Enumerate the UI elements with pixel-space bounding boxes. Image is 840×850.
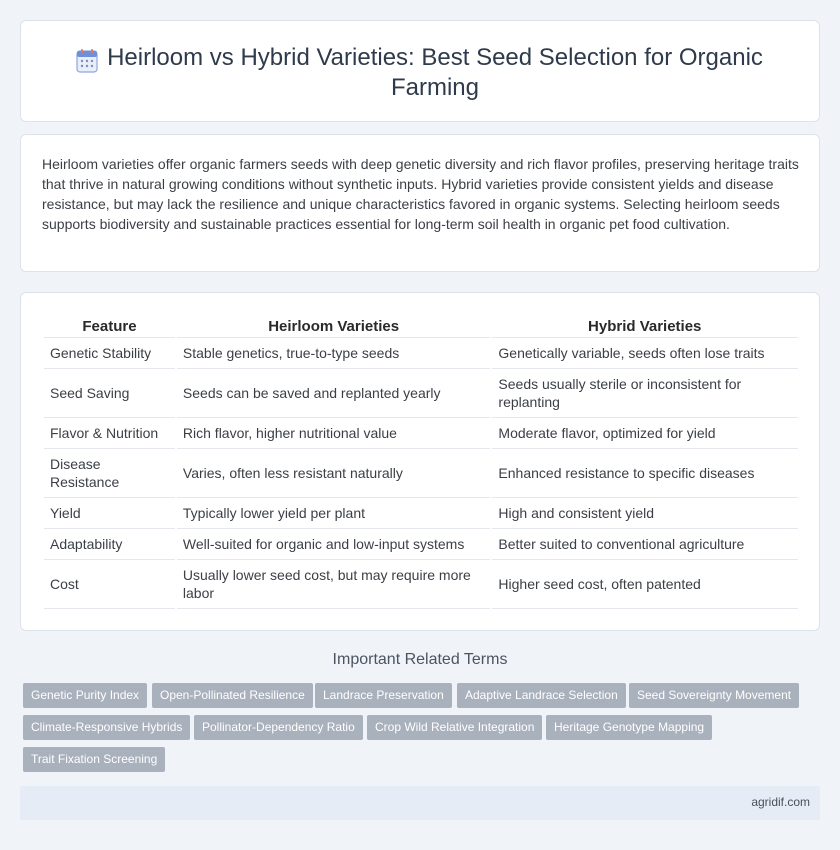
footer-site-link[interactable]: agridif.com: [751, 795, 810, 809]
related-term-tag[interactable]: Heritage Genotype Mapping: [546, 715, 712, 740]
feature-cell: Flavor & Nutrition: [43, 417, 176, 448]
table-row: [43, 497, 798, 528]
feature-cell: Disease Resistance: [43, 448, 176, 497]
hybrid-cell: Moderate flavor, optimized for yield: [491, 417, 798, 448]
hybrid-cell: High and consistent yield: [491, 497, 798, 528]
related-term-tag[interactable]: Landrace Preservation: [315, 683, 452, 708]
table-header-row: [43, 315, 798, 337]
hybrid-cell: Enhanced resistance to specific diseases: [491, 448, 798, 497]
related-term-tag[interactable]: Trait Fixation Screening: [23, 747, 165, 772]
hybrid-cell: Higher seed cost, often patented: [491, 559, 798, 608]
table-row: [43, 559, 798, 608]
table-row: [43, 448, 798, 497]
feature-cell: Cost: [43, 559, 176, 608]
related-terms-heading: Important Related Terms: [332, 651, 508, 668]
heirloom-cell: Seeds can be saved and replanted yearly: [176, 368, 492, 417]
related-term-tag[interactable]: Adaptive Landrace Selection: [457, 683, 626, 708]
related-term-tag[interactable]: Open-Pollinated Resilience: [152, 683, 313, 708]
comparison-table: [42, 315, 798, 609]
hybrid-cell: Genetically variable, seeds often lose traits: [491, 337, 798, 368]
heirloom-cell: Varies, often less resistant naturally: [176, 448, 492, 497]
feature-cell: Yield: [43, 497, 176, 528]
footer: [20, 786, 820, 820]
title-wrap: [21, 43, 819, 103]
related-term-tag[interactable]: Seed Sovereignty Movement: [629, 683, 799, 708]
column-header: Feature: [43, 315, 176, 337]
column-header: Hybrid Varieties: [491, 315, 798, 337]
heirloom-cell: Rich flavor, higher nutritional value: [176, 417, 492, 448]
heirloom-cell: Typically lower yield per plant: [176, 497, 492, 528]
page-title: Heirloom vs Hybrid Varieties: Best Seed Selection for Organic Farming: [107, 44, 763, 101]
title-card: [20, 20, 820, 122]
feature-cell: Adaptability: [43, 528, 176, 559]
related-term-tag[interactable]: Crop Wild Relative Integration: [367, 715, 542, 740]
heirloom-cell: Well-suited for organic and low-input systems: [176, 528, 492, 559]
heirloom-cell: Usually lower seed cost, but may require more labor: [176, 559, 492, 608]
table-row: [43, 368, 798, 417]
hybrid-cell: Better suited to conventional agriculture: [491, 528, 798, 559]
related-term-tag[interactable]: Genetic Purity Index: [23, 683, 147, 708]
intro-card: [20, 134, 820, 272]
related-term-tag[interactable]: Pollinator-Dependency Ratio: [194, 715, 363, 740]
table-row: [43, 417, 798, 448]
related-term-tag[interactable]: Climate-Responsive Hybrids: [23, 715, 190, 740]
table-row: [43, 528, 798, 559]
table-row: [43, 337, 798, 368]
comparison-card: [20, 292, 820, 631]
calendar-icon: [76, 48, 98, 74]
hybrid-cell: Seeds usually sterile or inconsistent for replanting: [491, 368, 798, 417]
column-header: Heirloom Varieties: [176, 315, 492, 337]
intro-paragraph: Heirloom varieties offer organic farmers seeds with deep genetic diversity and rich flavor profiles, preserving heritage traits that thrive in natural growing conditions without synthetic inputs. Hybrid varieties provide consistent yields and disease resistance, but may lack the resilience and unique characteristics favored in organic systems. Selecting heirloom seeds supports biodiversity and sustainable practices essential for long-term soil health in organic pet food cultivation.: [42, 156, 799, 232]
feature-cell: Genetic Stability: [43, 337, 176, 368]
heirloom-cell: Stable genetics, true-to-type seeds: [176, 337, 492, 368]
feature-cell: Seed Saving: [43, 368, 176, 417]
